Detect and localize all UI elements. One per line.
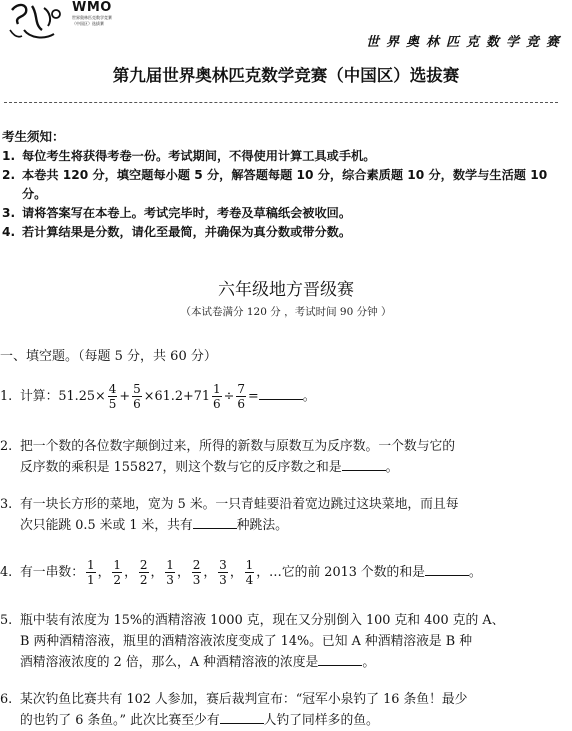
question-text: ，…它的前 2013 个数的和是 [256, 565, 425, 580]
question-3 [0, 494, 459, 536]
logo-text: WMO [72, 0, 112, 15]
separator: ， [229, 565, 243, 580]
divider [4, 102, 558, 103]
fraction [218, 558, 228, 587]
fraction [108, 382, 118, 411]
denominator: 3 [219, 573, 227, 587]
question-text: 某次钓鱼比赛共有 102 人参加，赛后裁判宣布：“冠军小泉钓了 16 条鱼！最少 [20, 692, 468, 707]
question-6 [0, 689, 467, 731]
notice-item [2, 223, 562, 242]
fraction [112, 558, 122, 587]
answer-blank[interactable] [425, 563, 469, 576]
numerator: 1 [166, 558, 174, 572]
denominator: 1 [86, 573, 95, 587]
fraction [86, 558, 96, 587]
logo-subtitle: 世界奥林匹克数学竞赛（中国区）选拔赛 [72, 15, 112, 26]
notice-item-number: 1. [2, 149, 16, 163]
numerator: 7 [237, 382, 246, 396]
answer-blank[interactable] [342, 458, 386, 471]
denominator: 5 [108, 397, 117, 411]
operator: + [119, 389, 131, 404]
fraction [236, 382, 246, 411]
question-2 [0, 436, 455, 478]
numerator: 1 [86, 558, 95, 572]
separator: ， [124, 565, 137, 580]
notice-item-text: 每位考生将获得考卷一份。考试期间，不得使用计算工具或手机。 [22, 149, 376, 163]
numerator: 1 [113, 558, 122, 572]
denominator: 3 [166, 573, 174, 587]
notice-item-text: 本卷共 120 分，填空题每小题 5 分，解答题每题 10 分，综合素质题 10 分，数学与生活题 10 分。 [22, 168, 548, 201]
fraction [192, 558, 202, 587]
answer-blank[interactable] [259, 387, 303, 400]
numerator: 4 [108, 382, 117, 396]
notice-item-text: 请将答案写在本卷上。考试完毕时，考卷及草稿纸会被收回。 [22, 206, 352, 220]
denominator: 3 [192, 573, 201, 587]
answer-blank[interactable] [193, 516, 237, 529]
numerator: 2 [192, 558, 201, 572]
question-5 [0, 610, 504, 673]
notice-item-number: 2. [2, 168, 16, 182]
question-number: 3. [0, 497, 13, 512]
fraction [245, 558, 255, 587]
exam-info: （本试卷满分 120 分 ，考试时间 90 分钟 ） [180, 306, 392, 318]
question-text: 有一串数： [20, 565, 84, 580]
section-title: 六年级地方晋级赛 [218, 280, 354, 300]
notice-item [2, 147, 562, 166]
question-text: 。 [385, 460, 399, 475]
separator: ， [97, 565, 111, 580]
separator: ， [150, 565, 164, 580]
question-text: B 两种酒精溶液，瓶里的酒精溶液浓度变成了 14%。已知 A 种酒精溶液是 B 种 [20, 634, 473, 649]
page-title: 第九届世界奥林匹克数学竞赛（中国区）选拔赛 [112, 66, 460, 85]
fraction [212, 382, 222, 411]
question-4 [0, 558, 482, 587]
numerator: 3 [219, 558, 227, 572]
question-number: 2. [0, 439, 13, 454]
denominator: 2 [139, 573, 148, 587]
header-slogan: 世界奥林匹克数学竞赛 [365, 35, 566, 50]
denominator: 4 [245, 573, 254, 587]
fraction [132, 382, 142, 411]
question-number: 1. [0, 389, 13, 404]
question-number: 4. [0, 565, 13, 580]
denominator: 6 [213, 397, 221, 411]
notice-item [2, 166, 562, 204]
denominator: 6 [133, 397, 141, 411]
numerator: 5 [133, 382, 141, 396]
question-text: 次只能跳 0.5 米或 1 米，共有 [20, 518, 193, 533]
question-text: 的也钓了 6 条鱼。” 此次比赛至少有 [20, 713, 220, 728]
question-1 [0, 382, 316, 411]
question-text: 种跳法。 [236, 518, 288, 533]
question-text: 。 [468, 565, 482, 580]
notice-item-number: 3. [2, 206, 16, 220]
question-text: 。 [302, 389, 316, 404]
denominator: 6 [237, 397, 246, 411]
notice-heading: 考生须知： [2, 129, 65, 144]
separator: ， [176, 565, 190, 580]
question-text: 瓶中装有浓度为 15%的酒精溶液 1000 克，现在又分别倒入 100 克和 400 克的 A、 [20, 613, 505, 628]
notice-item-text: 若计算结果是分数，请化至最简，并确保为真分数或带分数。 [22, 225, 352, 239]
question-number: 5. [0, 613, 13, 628]
question-text: 人钓了同样多的鱼。 [263, 713, 379, 728]
separator: ， [203, 565, 217, 580]
question-text: 反序数的乘积是 155827，则这个数与它的反序数之和是 [20, 460, 342, 475]
numerator: 2 [139, 558, 148, 572]
question-text: 把一个数的各位数字颠倒过来，所得的新数与原数互为反序数。一个数与它的 [20, 439, 456, 454]
numerator: 1 [245, 558, 254, 572]
part-heading: 一、填空题。（每题 5 分，共 60 分） [0, 349, 217, 364]
notice-list [2, 147, 562, 242]
answer-blank[interactable] [318, 653, 362, 666]
fraction [139, 558, 149, 587]
question-text: 有一块长方形的菜地，宽为 5 米。一只青蛙要沿着宽边跳过这块菜地，而且每 [20, 497, 459, 512]
fraction [165, 558, 175, 587]
wmo-logo-art [4, 0, 74, 44]
question-text: 计算：51.25× [20, 389, 106, 404]
numerator: 1 [213, 382, 221, 396]
notice-item-number: 4. [2, 225, 16, 239]
answer-blank[interactable] [220, 711, 264, 724]
question-number: 6. [0, 692, 13, 707]
question-text: = [248, 389, 259, 404]
question-text: ×61.2+71 [143, 389, 210, 404]
operator: ÷ [223, 389, 235, 404]
denominator: 2 [113, 573, 122, 587]
question-text: 酒精溶液浓度的 2 倍，那么，A 种酒精溶液的浓度是 [20, 655, 319, 670]
question-text: 。 [362, 655, 376, 670]
notice-item [2, 204, 562, 223]
